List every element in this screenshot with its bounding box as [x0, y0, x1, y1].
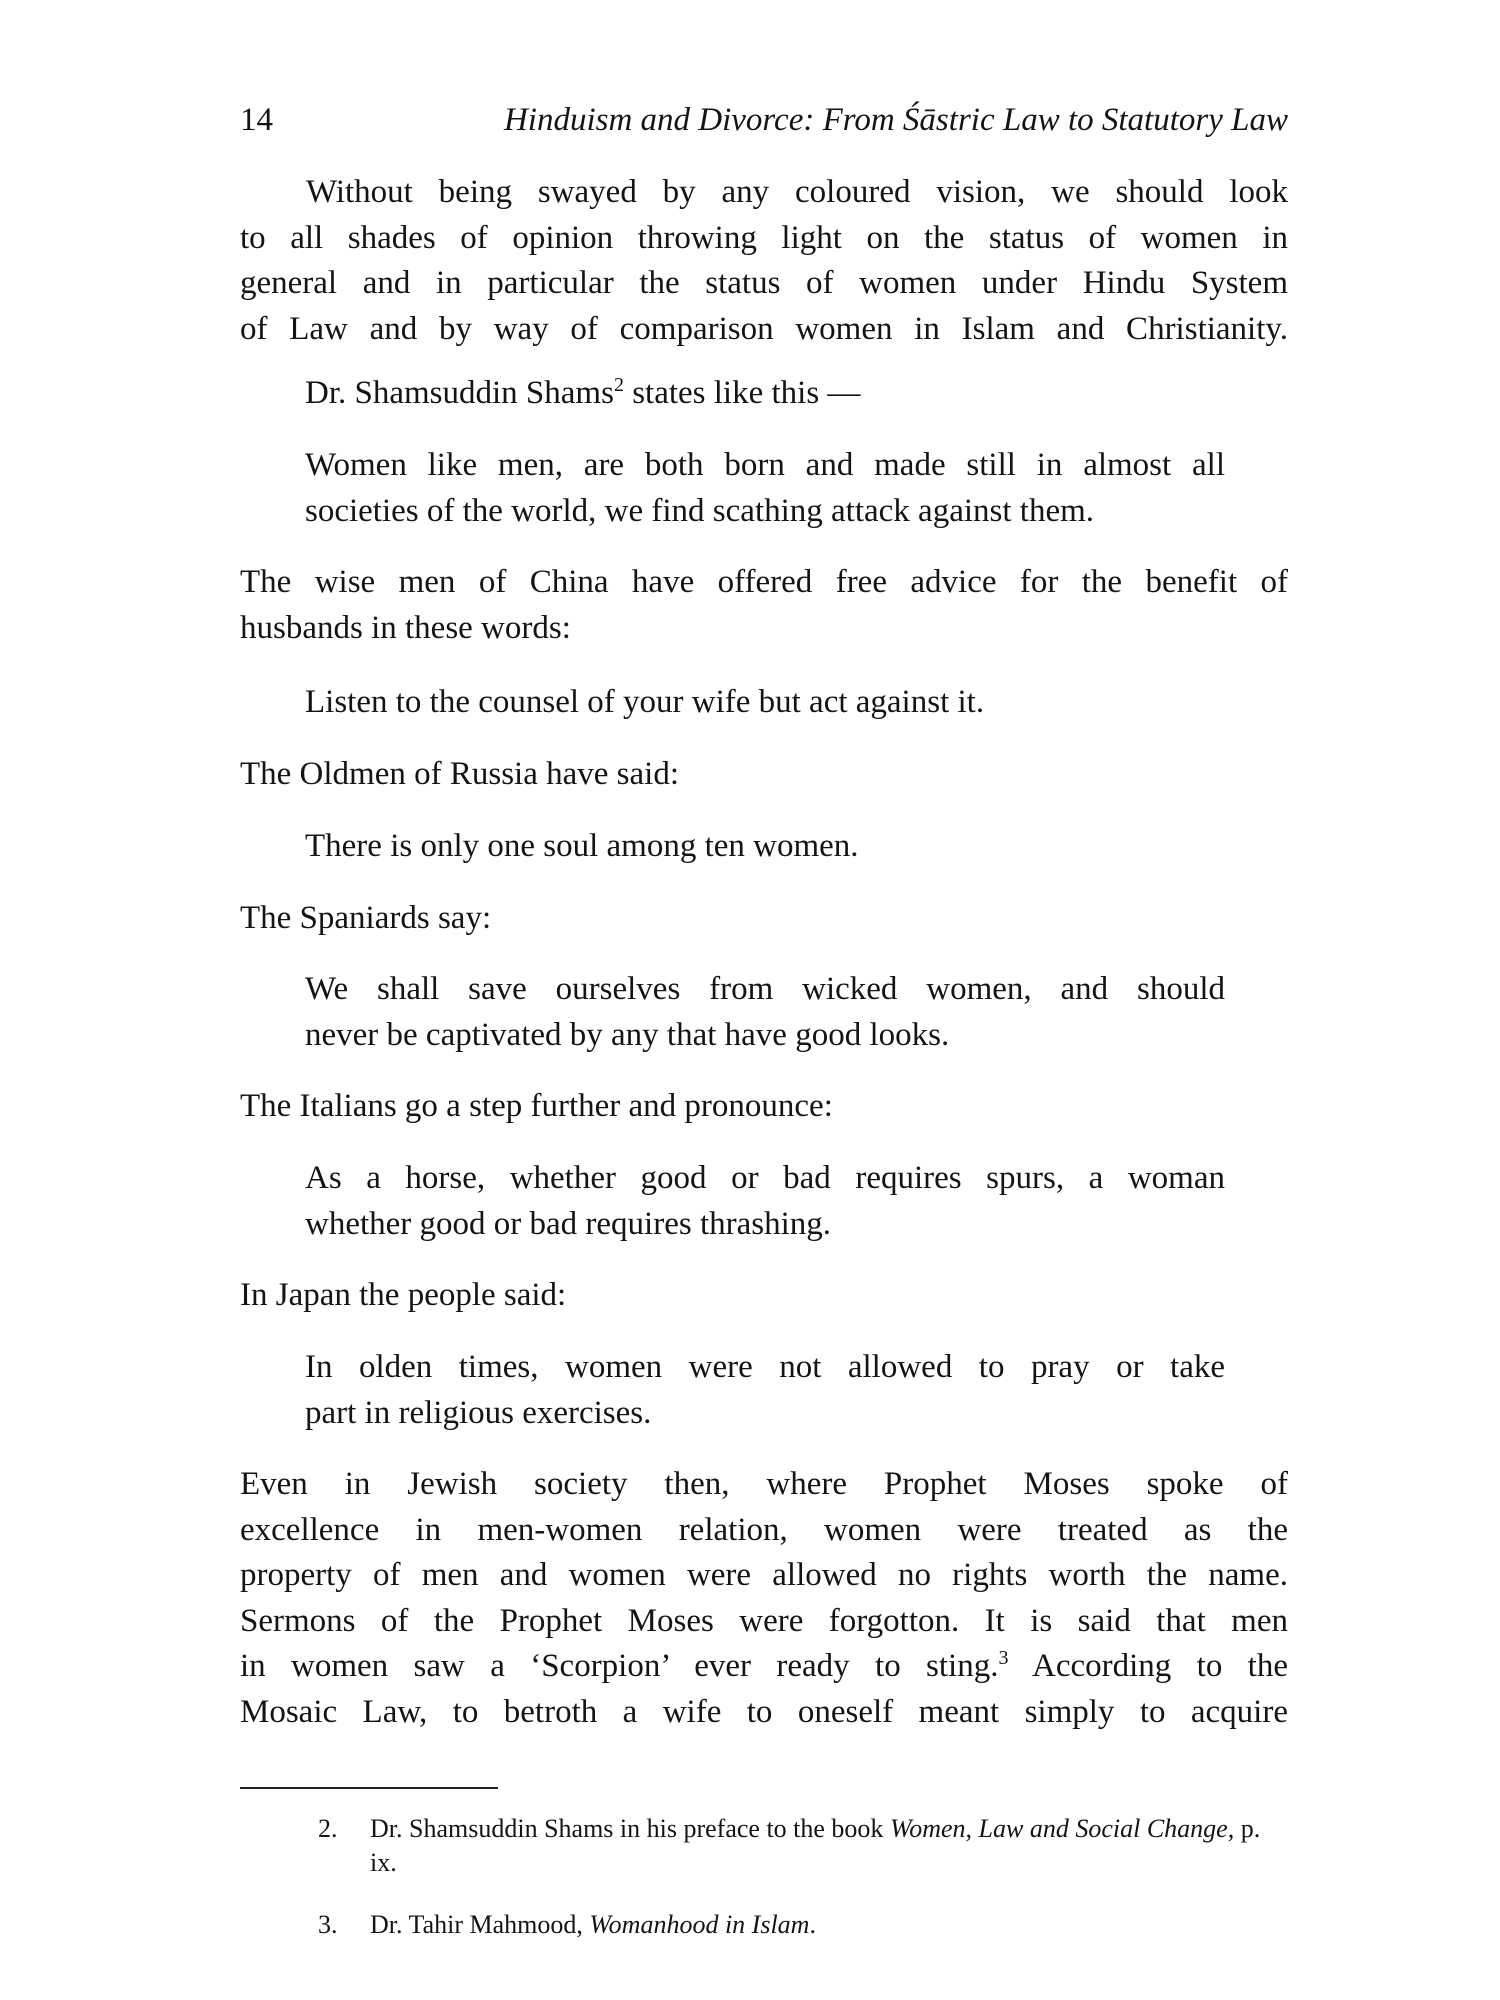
running-title: Hinduism and Divorce: From Śāstric Law to Statutory Law — [503, 102, 1288, 138]
quote-2 — [305, 680, 1225, 726]
text-run: Dr. Shamsuddin Shams in his preface to the book — [370, 1814, 890, 1843]
book-title: Womanhood in Islam — [589, 1910, 810, 1939]
text-line: In Japan the people said: — [240, 1277, 567, 1313]
footnote-text — [370, 1812, 1288, 1880]
paragraph-4 — [240, 752, 1288, 798]
paragraph-1 — [240, 170, 1288, 352]
quote-6 — [305, 1345, 1225, 1436]
page-number: 14 — [240, 102, 273, 138]
text-line: general and in particular the status of women under Hindu System — [240, 265, 1288, 301]
text-run: Dr. Shamsuddin Shams — [305, 375, 614, 411]
text-run: in women saw a ‘Scorpion’ ever ready to sting. — [240, 1648, 999, 1684]
text-line: to all shades of opinion throwing light on the status of women in — [240, 219, 1288, 256]
paragraph-3 — [240, 560, 1288, 651]
text-line: husbands in these words: — [240, 609, 571, 646]
footnote-3 — [318, 1908, 1288, 1942]
text-line: Mosaic Law, to betroth a wife to oneself meant simply to acquire — [240, 1693, 1288, 1730]
footnote-number: 2. — [318, 1814, 338, 1843]
text-line: part in religious exercises. — [305, 1394, 652, 1431]
footnote-ref-2: 2 — [613, 374, 624, 396]
text-line: The Spaniards say: — [240, 900, 492, 936]
text-line: We shall save ourselves from wicked women, and should — [305, 971, 1225, 1007]
running-header — [240, 100, 1288, 140]
footnote-text — [370, 1908, 1288, 1942]
paragraph-5 — [240, 896, 1288, 942]
quote-3 — [305, 824, 1225, 870]
text-line: Listen to the counsel of your wife but act against it. — [305, 684, 985, 720]
text-line: The Italians go a step further and pronounce: — [240, 1088, 833, 1124]
text-line — [240, 1644, 1288, 1690]
quote-1 — [305, 443, 1225, 534]
book-title: Women, Law and Social Change — [889, 1814, 1228, 1843]
text-line: The Oldmen of Russia have said: — [240, 756, 679, 792]
text-line: Women like men, are both born and made still in almost all — [305, 447, 1225, 483]
text-line: excellence in men-women relation, women were treated as the — [240, 1511, 1288, 1548]
text-line: As a horse, whether good or bad requires spurs, a woman — [305, 1160, 1225, 1196]
text-line: In olden times, women were not allowed to pray or take — [305, 1349, 1225, 1385]
quote-5 — [305, 1156, 1225, 1247]
text-run: . — [809, 1910, 816, 1939]
paragraph-2 — [305, 371, 1353, 417]
paragraph-6 — [240, 1084, 1288, 1130]
quote-4 — [305, 967, 1225, 1058]
text-line: There is only one soul among ten women. — [305, 828, 859, 864]
text-line: whether good or bad requires thrashing. — [305, 1205, 832, 1242]
text-run: states like this — — [623, 375, 861, 411]
text-run: According to the — [1008, 1648, 1288, 1684]
text-line: Sermons of the Prophet Moses were forgotton. It is said that men — [240, 1602, 1288, 1639]
footnote-number: 3. — [318, 1910, 338, 1939]
text-line: Even in Jewish society then, where Prophet Moses spoke of — [240, 1466, 1288, 1502]
text-line: The wise men of China have offered free advice for the benefit of — [240, 564, 1288, 600]
footnote-2 — [318, 1812, 1288, 1880]
text-line: Without being swayed by any coloured vision, we should look — [306, 174, 1288, 210]
paragraph-7 — [240, 1273, 1288, 1319]
text-run: , p. ix. — [370, 1814, 1261, 1877]
text-line: never be captivated by any that have good looks. — [305, 1016, 950, 1053]
text-line: of Law and by way of comparison women in Islam and Christianity. — [240, 310, 1288, 347]
text-line: societies of the world, we find scathing attack against them. — [305, 492, 1095, 529]
text-run: Dr. Tahir Mahmood, — [370, 1910, 590, 1939]
footnote-separator — [240, 1787, 498, 1789]
footnote-ref-3: 3 — [998, 1647, 1009, 1669]
text-line: property of men and women were allowed no rights worth the name. — [240, 1557, 1288, 1593]
paragraph-8 — [240, 1462, 1288, 1735]
